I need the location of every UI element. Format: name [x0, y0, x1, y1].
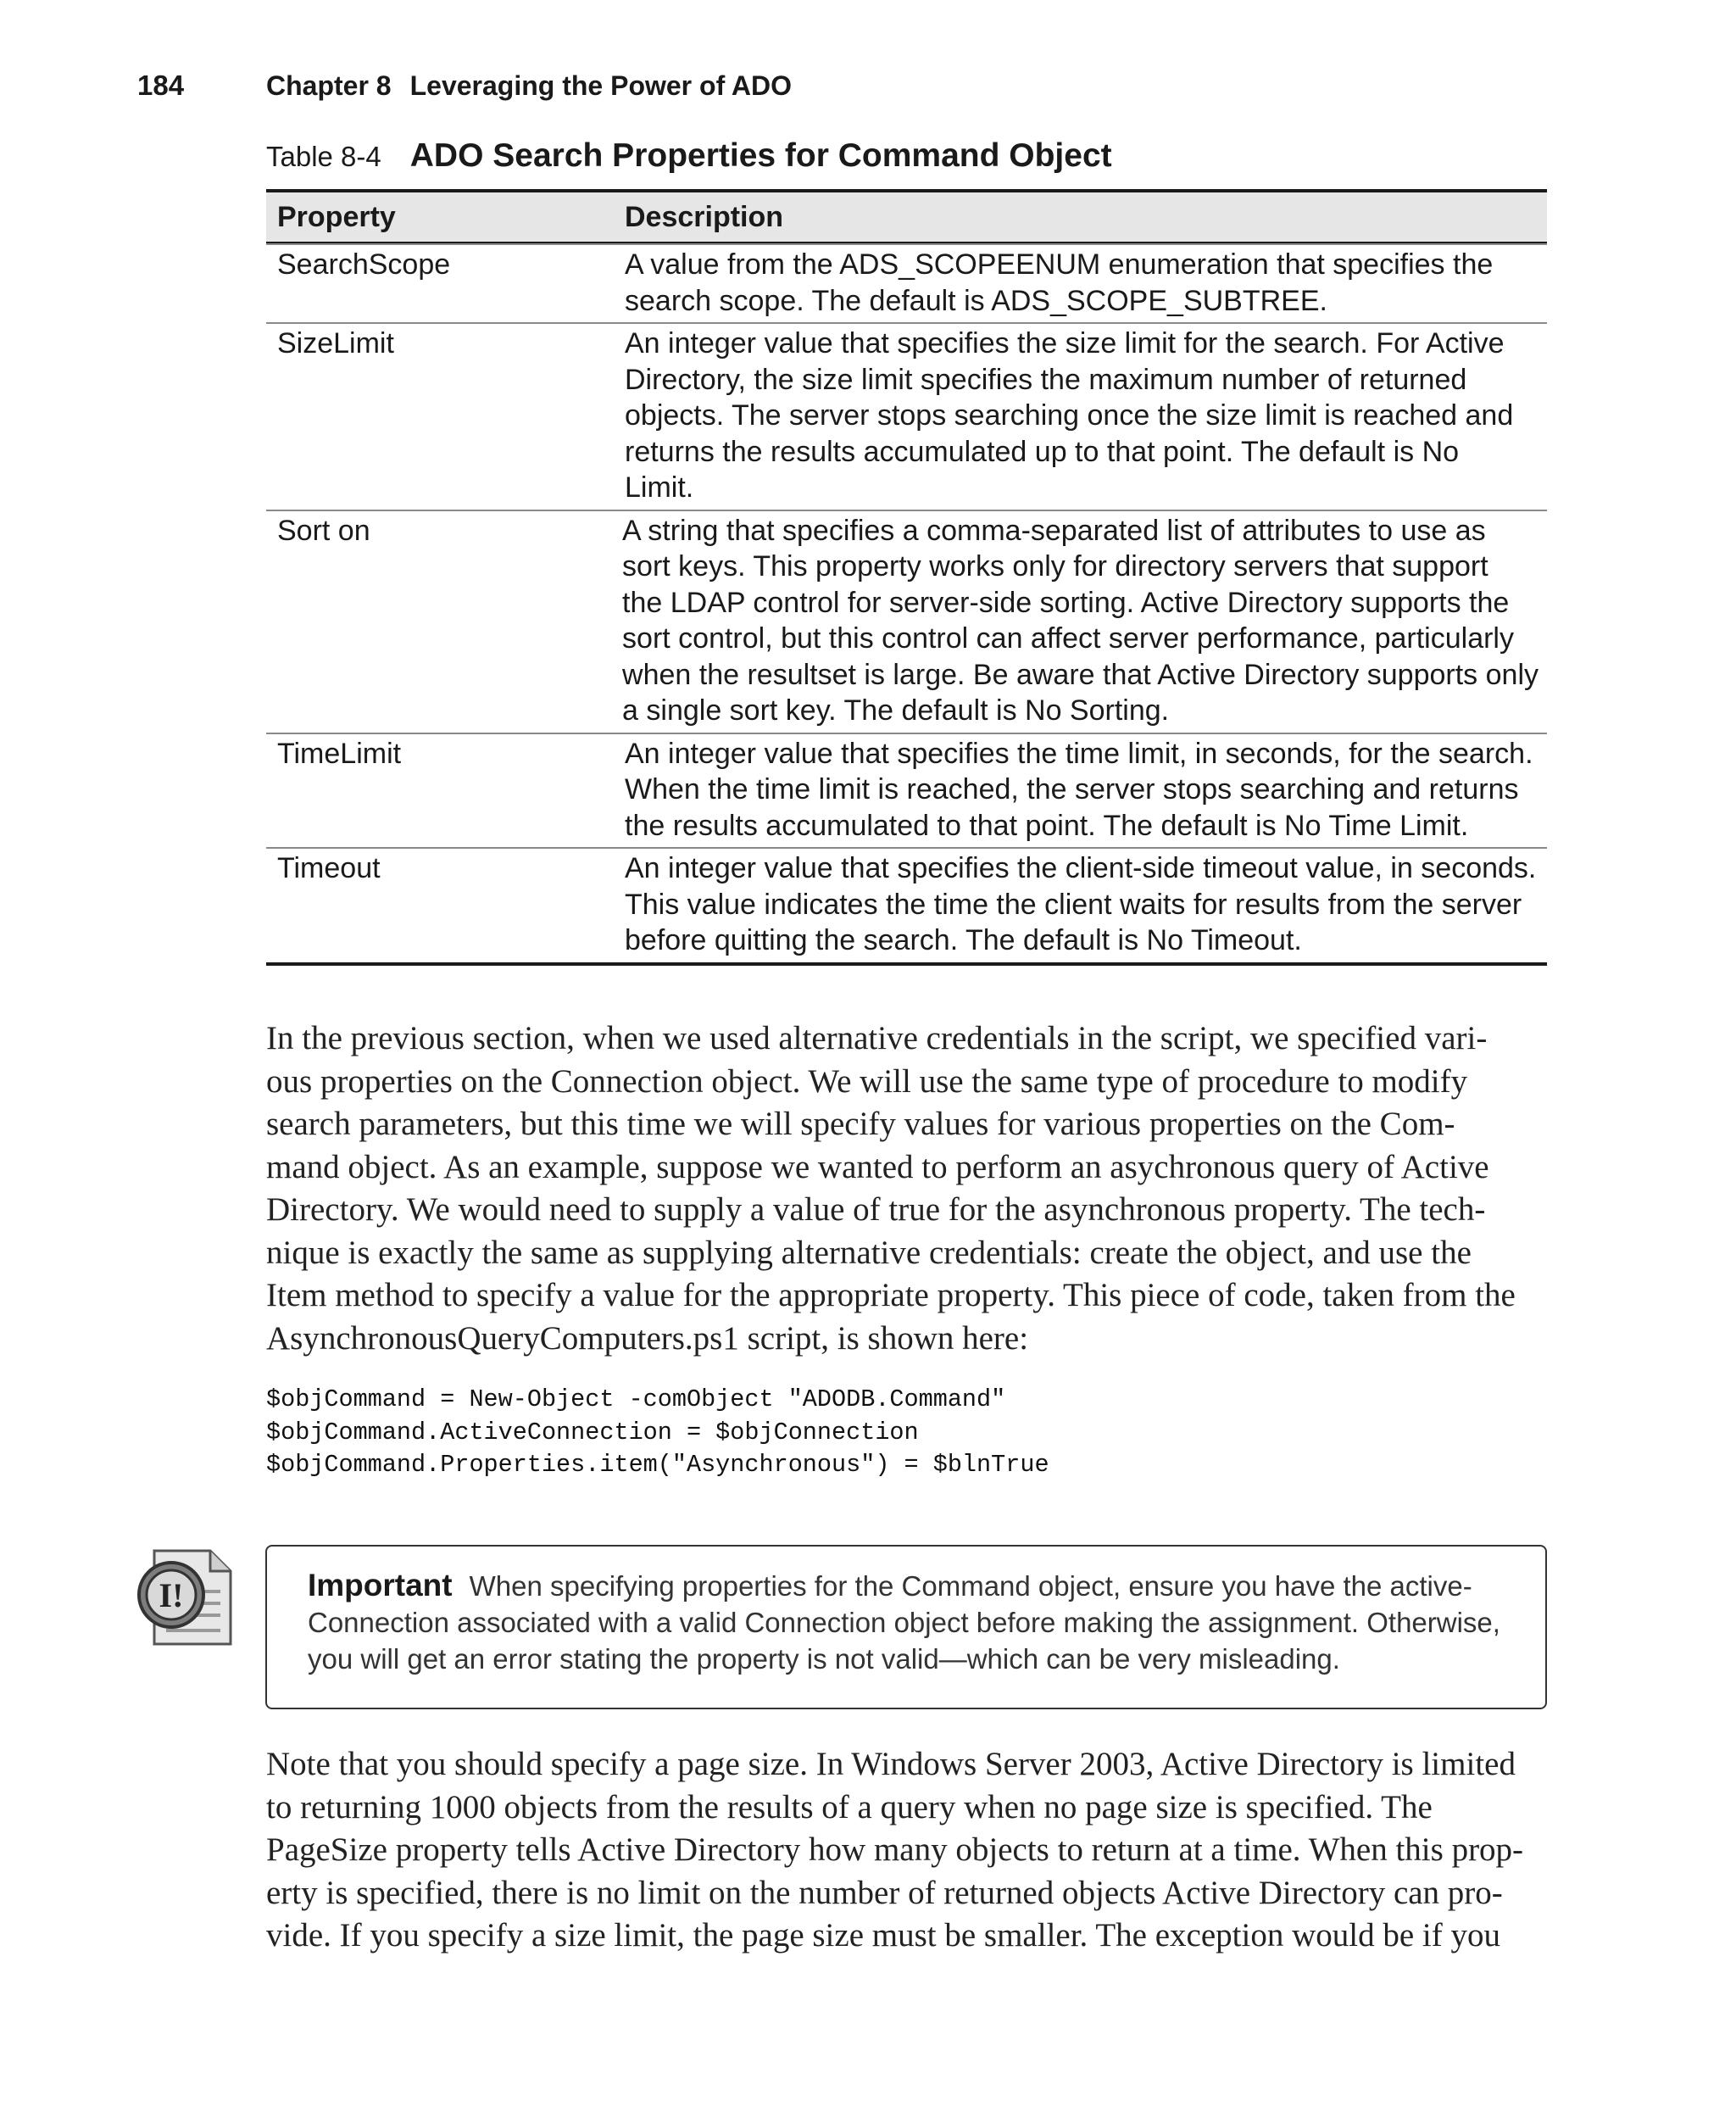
paragraph-line: search parameters, but this time we will specify values for various properties on the Com-	[266, 1106, 1455, 1142]
description-line: An integer value that specifies the time limit, in seconds, for the search.	[625, 737, 1533, 770]
description-cell	[622, 513, 1547, 729]
description-line: objects. The server stops searching once the size limit is reached and	[625, 399, 1514, 432]
paragraph-line: nique is exactly the same as supplying alternative credentials: create the object, and use the	[266, 1234, 1472, 1271]
paragraph-line: Directory. We would need to supply a value of true for the asynchronous property. The tech-	[266, 1191, 1486, 1228]
description-line: An integer value that specifies the client-side timeout value, in seconds.	[625, 852, 1537, 884]
body-paragraph	[266, 1017, 1547, 1360]
paragraph-line: mand object. As an example, suppose we wanted to perform an asychronous query of Active	[266, 1148, 1489, 1185]
table-caption	[266, 137, 1112, 175]
property-cell: Timeout	[277, 852, 381, 884]
chapter-title: Leveraging the Power of ADO	[409, 70, 793, 101]
table-caption-label: Table 8-4	[266, 141, 381, 172]
description-cell	[625, 326, 1547, 506]
code-listing	[266, 1384, 1049, 1482]
table-header-row	[266, 192, 1547, 243]
code-line: $objCommand.Properties.item("Asynchronous") = $blnTrue	[266, 1451, 1049, 1479]
description-cell	[625, 247, 1547, 319]
description-line: the LDAP control for server-side sorting. Active Directory supports the	[622, 586, 1510, 619]
paragraph-line: to returning 1000 objects from the results of a query when no page size is specified. The	[266, 1788, 1433, 1825]
note-line: you will get an error stating the property is not valid—which can be very misleading.	[308, 1643, 1340, 1675]
table-row	[266, 733, 1547, 848]
paragraph-line: erty is specified, there is no limit on the number of returned objects Active Directory can pro-	[266, 1874, 1503, 1911]
table-row	[266, 847, 1547, 962]
description-line: sort control, but this control can affect server performance, particularly	[622, 622, 1514, 655]
description-line: search scope. The default is ADS_SCOPE_SUBTREE.	[625, 284, 1327, 317]
important-note	[265, 1545, 1547, 1709]
description-line: the results accumulated to that point. The default is No Time Limit.	[625, 809, 1469, 842]
description-line: When the time limit is reached, the server stops searching and returns	[625, 773, 1519, 805]
running-header	[137, 70, 792, 102]
description-line: sort keys. This property works only for directory servers that support	[622, 550, 1488, 582]
table-caption-title: ADO Search Properties for Command Object	[409, 137, 1112, 174]
page-number: 184	[137, 70, 185, 101]
code-line: $objCommand = New-Object -comObject "ADODB.Command"	[266, 1385, 1006, 1413]
paragraph-line: ous properties on the Connection object. We will use the same type of procedure to modify	[266, 1062, 1468, 1100]
description-line: a single sort key. The default is No Sorting.	[622, 694, 1170, 727]
body-paragraph	[266, 1743, 1547, 1958]
property-cell: Sort on	[277, 514, 370, 547]
note-line	[308, 1567, 1500, 1604]
description-line: An integer value that specifies the size limit for the search. For Active	[625, 327, 1505, 360]
paragraph-line: AsynchronousQueryComputers.ps1 script, is shown here:	[266, 1319, 1029, 1357]
table-row	[266, 243, 1547, 322]
property-cell: SizeLimit	[277, 327, 394, 360]
description-line: A string that specifies a comma-separated list of attributes to use as	[622, 514, 1486, 547]
description-line: Limit.	[625, 471, 694, 504]
description-line: before quitting the search. The default is No Timeout.	[625, 924, 1302, 956]
paragraph-line: Note that you should specify a page size. In Windows Server 2003, Active Directory is limited	[266, 1746, 1516, 1782]
table-row	[266, 322, 1547, 510]
search-properties-table	[266, 189, 1547, 966]
note-line-text: When specifying properties for the Command object, ensure you have the active-	[469, 1570, 1472, 1602]
description-cell	[625, 850, 1547, 959]
paragraph-line: PageSize property tells Active Directory how many objects to return at a time. When this prop-	[266, 1831, 1524, 1868]
note-line: Connection associated with a valid Connection object before making the assignment. Otherwise,	[308, 1607, 1500, 1638]
property-cell: SearchScope	[277, 248, 451, 281]
property-cell: TimeLimit	[277, 737, 402, 770]
description-line: This value indicates the time the client waits for results from the server	[625, 888, 1522, 921]
important-icon-glyph: I!	[159, 1576, 184, 1614]
paragraph-line: In the previous section, when we used alternative credentials in the script, we specified vari-	[266, 1020, 1488, 1056]
table-row	[266, 510, 1547, 733]
important-label: Important	[308, 1568, 453, 1602]
important-note-text	[308, 1567, 1500, 1677]
description-line: Directory, the size limit specifies the maximum number of returned	[625, 363, 1467, 396]
description-line: when the resultset is large. Be aware that Active Directory supports only	[622, 658, 1538, 691]
paragraph-line: Item method to specify a value for the appropriate property. This piece of code, taken from the	[266, 1277, 1516, 1313]
description-line: A value from the ADS_SCOPEENUM enumeration that specifies the	[625, 248, 1494, 281]
description-line: returns the results accumulated up to that point. The default is No	[625, 435, 1460, 468]
chapter-label: Chapter 8	[266, 70, 392, 101]
important-note-icon	[136, 1547, 236, 1647]
code-line: $objCommand.ActiveConnection = $objConnection	[266, 1418, 919, 1446]
column-header-description: Description	[625, 200, 784, 233]
column-header-property: Property	[277, 200, 396, 233]
description-cell	[625, 736, 1547, 844]
paragraph-line: vide. If you specify a size limit, the page size must be smaller. The exception would be if you	[266, 1917, 1500, 1954]
